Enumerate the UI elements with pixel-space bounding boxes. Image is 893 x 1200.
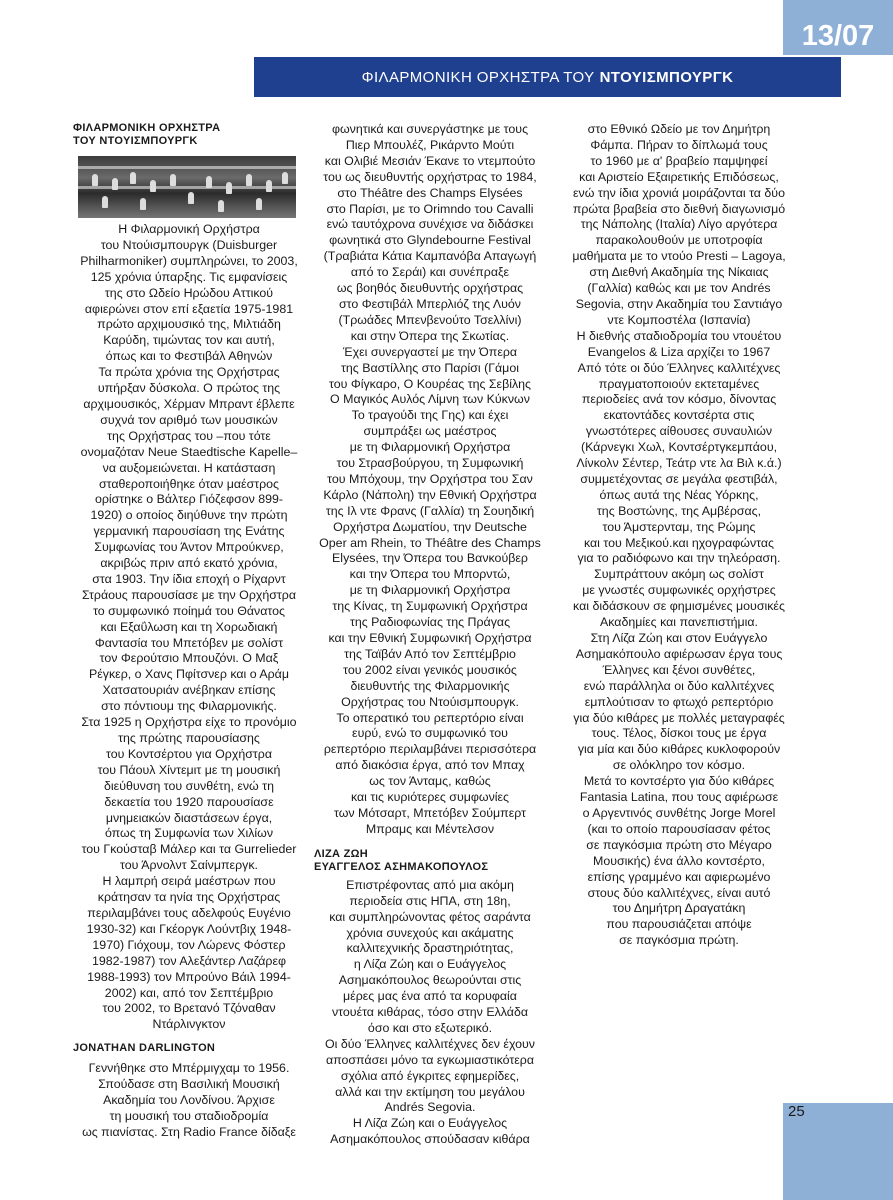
orchestra-photo [78, 156, 296, 218]
text-line: 1920) ο οποίος διηύθυνε την πρώτη [90, 508, 288, 523]
issue-tab [783, 0, 893, 55]
text-line: Συμπράττουν ακόμη ως σολίστ [594, 567, 764, 582]
text-line: μαθήματα με το ντούο Presti – Lagoya, [572, 249, 786, 264]
text-line: Μουσικής) ένα άλλο κοντσέρτο, [593, 853, 765, 868]
text-line: επίσης γραμμένο και αφιερωμένο [587, 869, 771, 884]
text-line: για το ραδιόφωνο και την τηλεόραση. [577, 551, 781, 566]
text-line: για μία και δύο κιθάρες κυκλοφορούν [577, 742, 781, 757]
text-line: που παρουσιάζεται απόψε [606, 917, 752, 932]
text-line: σε ολόκληρο τον κόσμο. [612, 758, 746, 773]
text-line: ενώ παράλληλα οι δύο καλλιτέχνες [583, 678, 775, 693]
text-line: (και το οποίο παρουσίασαν φέτος [587, 821, 771, 836]
text-line: της πρώτης παρουσίασης [118, 731, 260, 745]
text-line: φωνητικά και συνεργάστηκε με τους [331, 122, 529, 136]
orchestra-heading [73, 122, 305, 148]
text-line: Oper am Rhein, το Théâtre des Champs [319, 535, 541, 550]
text-line: Η διεθνής σταδιοδρομία του ντουέτου [576, 328, 782, 343]
text-line: Κάρλο (Νάπολη) την Εθνική Ορχήστρα [323, 487, 537, 502]
text-line: Οι δύο Έλληνες καλλιτέχνες δεν έχουν [325, 1036, 535, 1051]
text-line: Το οπερατικό του ρεπερτόριο είναι [336, 710, 524, 725]
text-line: σταθεροποιήθηκε όταν μαέστρος [98, 476, 280, 491]
text-line: ρεπερτόριο περιλαμβάνει περισσότερα [323, 742, 537, 757]
text-line: ως τον Άνταμς, καθώς [369, 774, 491, 789]
text-line: του Ντούισμπουργκ (Duisburger [100, 237, 278, 252]
text-line: Έχει συνεργαστεί με την Όπερα [342, 344, 518, 359]
text-line: ντε Κομποστέλα (Ισπανία) [607, 312, 751, 327]
text-line: Επιστρέφοντας από μια ακόμη [346, 877, 514, 892]
text-line: από διακόσια έργα, από τον Μπαχ [335, 758, 525, 773]
text-line: του Άμστερνταμ, της Ρώμης [602, 519, 756, 534]
text-line: Ντάρλινγκτον [152, 1017, 226, 1032]
text-line: και τις κυριότερες συμφωνίες [350, 790, 510, 805]
text-line: περιοδεία στις ΗΠΑ, στη 18η, [349, 893, 511, 908]
text-line: στο Théâtre des Champs Elysées [337, 185, 523, 200]
column-1 [73, 122, 305, 1141]
text-line: και του Μεξικού.και ηχογραφώντας [583, 535, 775, 550]
text-line: Ακαδημία του Λονδίνου. Άρχισε [103, 1093, 275, 1108]
text-line: 1970) Γιόχουμ, τον Λώρενς Φόστερ [92, 937, 286, 952]
text-line: φωνητικά στο Glyndebourne Festival [329, 233, 531, 248]
text-line: δεκαετία του 1920 παρουσίασε [104, 794, 274, 809]
text-line: 1930-32) και Γκέοργκ Λούντβιχ 1948- [86, 921, 292, 936]
text-line: Segovia, στην Ακαδημία του Σαντιάγο [575, 296, 783, 311]
text-line: στο πόντιουμ της Φιλαρμονικής. [101, 699, 277, 714]
text-line: Πιερ Μπουλέζ, Ρικάρντο Μούτι [345, 137, 515, 152]
text-line: Fantasia Latina, που τους αφιέρωσε [579, 790, 779, 805]
text-line: και την Εθνική Συμφωνική Ορχήστρα [328, 631, 532, 645]
text-line: αλλά και την εκτίμηση του μεγάλου [335, 1084, 525, 1099]
text-line: με τη Φιλαρμονική Ορχήστρα [349, 583, 511, 598]
text-line: με τη Φιλαρμονική Ορχήστρα [349, 440, 511, 455]
text-line: και συμπληρώνοντας φέτος σαράντα [329, 909, 531, 924]
text-line: Ρέγκερ, ο Χανς Πφίτσνερ και ο Αράμ [89, 667, 289, 682]
text-line: σχόλια από έγκριτες εφημερίδες, [340, 1068, 520, 1083]
orchestra-text [73, 222, 305, 1033]
text-line: Φαντασία του Μπετόβεν με σολίστ [94, 635, 284, 650]
text-line: του Φίγκαρο, Ο Κουρέας της Σεβίλης [328, 376, 532, 391]
text-line: στο Φεστιβάλ Μπερλιόζ της Λυόν [339, 296, 521, 311]
text-line: του Κοντσέρτου για Ορχήστρα [105, 746, 272, 761]
text-line: Philharmoniker) συμπληρώνει, το 2003, [80, 253, 298, 268]
text-line: περιοδείες ανά τον κόσμο, δίνοντας [581, 392, 777, 407]
text-line: (Τρωάδες Μπενβενούτο Τσελλίνι) [338, 312, 522, 327]
text-line: Από τότε οι δύο Έλληνες καλλιτέχνες [577, 360, 781, 375]
duo-text-continued [559, 122, 799, 949]
text-line: αρχιμουσικός, Χέρμαν Μπραντ έβλεπε [83, 396, 295, 411]
text-line: (Γαλλία) καθώς και με τον Andrés [587, 281, 771, 296]
text-line: Τα πρώτα χρόνια της Ορχήστρας [98, 365, 280, 380]
text-line: γερμανική παρουσίαση της Ενάτης [93, 524, 285, 539]
text-line: αποσπάσει μόνο τα εγκωμιαστικότερα [325, 1052, 535, 1067]
text-line: Χατσατουριάν ανέβηκαν επίσης [102, 683, 276, 698]
text-line: ντουέτα κιθάρας, τόσο στην Ελλάδα [331, 1005, 529, 1020]
text-line: ορίστηκε ο Βάλτερ Γιόζεφσον 899- [94, 492, 284, 507]
text-line: Στα 1925 η Ορχήστρα είχε το προνόμιο [81, 715, 297, 730]
text-line: Ακαδημίες και πανεπιστήμια. [600, 615, 758, 630]
text-line: Φάμπα. Πήραν το δίπλωμά τους [590, 137, 768, 152]
text-line: 125 χρόνια ύπαρξης. Τις εμφανίσεις [90, 269, 288, 284]
text-line: από το Σεράι) και συνέπραξε [350, 265, 510, 280]
text-line: Γεννήθηκε στο Μπέρμιγχαμ το 1956. [88, 1061, 290, 1076]
text-line: του ως διευθυντής ορχήστρας το 1984, [323, 169, 537, 184]
text-line: για δύο κιθάρες με πολλές μεταγραφές [573, 710, 785, 725]
text-line: του Γκούσταβ Μάλερ και τα Gurrelieder [81, 842, 297, 857]
text-line: Συμφωνίας του Άντον Μπρούκνερ, [94, 540, 284, 555]
text-line: με γνωστές συμφωνικές ορχήστρες [582, 583, 776, 598]
text-line: Στη Λίζα Ζώη και στον Ευάγγελο [590, 631, 768, 645]
text-line: Η Φιλαρμονική Ορχήστρα [118, 222, 260, 236]
text-line: όπως τη Συμφωνία των Χιλίων [104, 826, 274, 841]
text-line: Ασημακόπουλος θεωρούνται στις [338, 973, 522, 988]
text-line: πρώτα βραβεία στο διεθνή διαγωνισμό [572, 201, 786, 216]
text-line: όπως και το Φεστιβάλ Αθηνών [105, 349, 273, 364]
duo-heading-line-2: ΕΥΑΓΓΕΛΟΣ ΑΣΗΜΑΚΟΠΟΥΛΟΣ [314, 860, 489, 873]
text-line: εμπλούτισαν το φτωχό ρεπερτόριο [584, 694, 774, 709]
duo-heading-line-1: ΛΙΖΑ ΖΩΗ [314, 847, 368, 860]
column-3 [559, 122, 799, 949]
text-line: Andrés Segovia. [384, 1100, 476, 1115]
text-line: τη μουσική του σταδιοδρομία [109, 1108, 269, 1123]
text-line: Σπούδασε στη Βασιλική Μουσική [98, 1077, 280, 1092]
text-line: σε παγκόσμια πρώτη στο Μέγαρο [586, 837, 772, 852]
text-line: Ο Μαγικός Αυλός Λίμνη των Κύκνων [330, 392, 530, 407]
text-line: της Ραδιοφωνίας της Πράγας [349, 615, 511, 630]
text-line: στους δύο καλλιτέχνες, είναι αυτό [587, 885, 771, 900]
duo-text [314, 878, 546, 1148]
text-line: Η λαμπρή σειρά μαέστρων που [102, 874, 276, 889]
text-line: χρόνια συνεχούς και ακάματης [346, 925, 514, 940]
text-line: του Στρασβούργου, τη Συμφωνική [336, 456, 524, 471]
text-line: της Κίνας, τη Συμφωνική Ορχήστρα [332, 599, 528, 614]
text-line: και Αριστείο Εξαιρετικής Επιδόσεως, [579, 169, 779, 184]
text-line: 1982-1987) τον Αλεξάντερ Λαζάρεφ [91, 953, 286, 968]
text-line: Το τραγούδι της Γης) και έχει [351, 408, 509, 423]
text-line: στο Παρίσι, με το Orimndo του Cavalli [326, 201, 534, 216]
text-line: και Εξαΰλωση και τη Χορωδιακή [100, 619, 278, 634]
text-line: στη Διεθνή Ακαδημία της Νίκαιας [589, 265, 769, 280]
text-line: διεύθυνση του συνθέτη, ενώ τη [104, 778, 274, 793]
text-line: της Ιλ ντε Φρανς (Γαλλία) τη Σουηδική [325, 503, 535, 518]
text-line: ονομαζόταν Neue Staedtische Kapelle– [80, 444, 298, 459]
text-line: της στο Ωδείο Ηρώδου Αττικού [104, 285, 274, 300]
text-line: του 2002 είναι γενικός μουσικός [343, 662, 517, 677]
text-line: Καρύδη, τιμώντας τον και αυτή, [103, 333, 275, 348]
text-line: 2002) και, από τον Σεπτέμβριο [104, 985, 274, 1000]
text-line: και στην Όπερα της Σκωτίας. [350, 328, 510, 343]
text-line: να αυξομειώνεται. Η κατάσταση [102, 460, 276, 475]
text-line: (Τραβιάτα Κάτια Καμπανόβα Απαγωγή [323, 249, 537, 264]
text-line: των Μότσαρτ, Μπετόβεν Σούμπερτ [333, 805, 527, 820]
darlington-text [73, 1061, 305, 1141]
text-line: Ορχήστρας του Ντούισμπουργκ. [341, 694, 519, 709]
text-line: ο Αργεντινός συνθέτης Jorge Morel [582, 805, 776, 820]
text-line: ως βοηθός διευθυντής ορχήστρας [336, 281, 524, 296]
text-line: αφιερώνει στον επί εξαετία 1975-1981 [84, 301, 294, 316]
text-line: της Βαστίλλης στο Παρίσι (Γάμοι [341, 360, 519, 375]
text-line: της Νάπολης (Ιταλία) Λίγο αργότερα [580, 217, 778, 232]
text-line: τον Φερούτσιο Μπουζόνι. Ο Μαξ [99, 651, 279, 666]
text-line: Έλληνες και ξένοι συνθέτες, [602, 662, 756, 677]
text-line: Στράους παρουσίασε με την Ορχήστρα [81, 587, 297, 602]
text-line: περιλαμβάνει τους αδελφούς Ευγένιο [87, 905, 291, 920]
text-line: πρώτο αρχιμουσικό της, Μιλτιάδη [97, 317, 281, 332]
text-line: Evangelos & Liza αρχίζει το 1967 [587, 344, 771, 359]
section-banner [254, 57, 841, 97]
text-line: μέρες μας ένα από τα κορυφαία [343, 989, 517, 1004]
darlington-heading: JONATHAN DARLINGTON [73, 1042, 216, 1055]
text-line: του Πάουλ Χίντεμιτ με τη μουσική [97, 762, 281, 777]
text-line: της Βοστώνης, της Αμβέρσας, [596, 503, 762, 518]
text-line: και Ολιβιέ Μεσιάν Έκανε το ντεμπούτο [324, 153, 536, 168]
text-line: ενώ ταυτόχρονα συνέχισε να διδάσκει [326, 217, 534, 232]
text-line: το συμφωνικό ποίημά του Θάνατος [93, 603, 285, 618]
text-line: όπως αυτά της Νέας Υόρκης, [599, 487, 759, 502]
banner-title-bold: ΝΤΟΥΙΣΜΠΟΥΡΓΚ [599, 68, 734, 86]
text-line: σε παγκόσμια πρώτη. [619, 933, 739, 948]
text-line: εκατοντάδες κοντσέρτα στις [603, 408, 755, 423]
text-line: και την Όπερα του Μπορντώ, [349, 567, 511, 582]
text-line: της Ορχήστρας του –που τότε [107, 428, 271, 443]
text-line: παρακολουθούν με υποτροφία [595, 233, 763, 248]
darlington-text-continued [314, 122, 546, 838]
text-line: συμμετέχοντας σε μεγάλα φεστιβάλ, [580, 471, 778, 486]
column-2 [314, 122, 546, 1148]
text-line: ενώ την ίδια χρονιά μοιράζονται τα δύο [573, 185, 785, 200]
text-line: του Άρνολντ Σαίνμπεργκ. [120, 858, 258, 873]
text-line: διευθυντής της Φιλαρμονικής [350, 678, 510, 693]
text-line: κράτησαν τα ηνία της Ορχήστρας [97, 890, 281, 905]
text-line: Elysées, την Όπερα του Βανκούβερ [332, 551, 528, 566]
text-line: συχνά τον αριθμό των μουσικών [100, 412, 278, 427]
text-line: Η Λίζα Ζώη και ο Ευάγγελος [352, 1116, 508, 1131]
issue-number: 13/07 [801, 20, 875, 52]
text-line: στο Εθνικό Ωδείο με τον Δημήτρη [587, 122, 771, 136]
text-line: υπήρξαν δύσκολα. Ο πρώτος της [97, 381, 281, 396]
text-line: Ορχήστρα Δωματίου, την Deutsche [333, 519, 527, 534]
text-line: ευρύ, ενώ το συμφωνικό του [352, 726, 508, 741]
text-line: πραγματοποιούν εκτεταμένες [598, 376, 760, 391]
page-number: 25 [788, 1103, 805, 1120]
text-line: η Λίζα Ζώη και ο Ευάγγελος [353, 957, 507, 972]
text-line: Λίνκολν Σέντερ, Τεάτρ ντε λα Βιλ κ.ά.) [576, 456, 782, 471]
text-line: του Δημήτρη Δραγατάκη [612, 901, 746, 916]
duo-heading [314, 848, 546, 874]
text-line: ακριβώς πριν από εκατό χρόνια, [100, 556, 278, 571]
text-line: του 2002, το Βρετανό Τζόναθαν [102, 1001, 276, 1016]
text-line: του Μπόχουμ, την Ορχήστρα του Σαν [327, 471, 533, 486]
text-line: Μπραμς και Μέντελσον [365, 821, 495, 836]
text-line: καλλιτεχνικής δραστηριότητας, [346, 941, 514, 956]
text-line: της Ταϊβάν Από τον Σεπτέμβριο [344, 646, 516, 661]
text-line: τους. Τέλος, δίσκοι τους με έργα [591, 726, 767, 741]
text-line: Ασημακόπουλο αφιέρωσαν έργα τους [575, 646, 783, 661]
text-line: και διδάσκουν σε φημισμένες μουσικές [573, 599, 785, 614]
text-line: μνημειακών διαστάσεων έργα, [105, 810, 273, 825]
text-line: ως πιανίστας. Στη Radio France δίδαξε [82, 1124, 296, 1139]
text-line: το 1960 με α' βραβείο παμψηφεί [590, 153, 768, 168]
orchestra-heading-line-1: ΦΙΛΑΡΜΟΝΙΚΗ ΟΡΧΗΣΤΡΑ [73, 122, 221, 134]
text-line: 1988-1993) τον Μπρούνο Βάιλ 1994- [87, 969, 291, 984]
text-line: Μετά το κοντσέρτο για δύο κιθάρες [583, 774, 775, 789]
text-line: (Κάρνεγκι Χωλ, Κοντσέρτγκεμπάου, [580, 440, 778, 455]
text-line: Ασημακόπουλος σπούδασαν κιθάρα [330, 1132, 530, 1147]
orchestra-heading-line-2: ΤΟΥ ΝΤΟΥΙΣΜΠΟΥΡΓΚ [73, 135, 198, 147]
text-line: γνωστότερες αίθουσες συναυλιών [585, 424, 773, 439]
banner-title-regular: ΦΙΛΑΡΜΟΝΙΚΗ ΟΡΧΗΣΤΡΑ ΤΟΥ [361, 68, 595, 86]
text-line: συμπράξει ως μαέστρος [363, 424, 497, 439]
text-line: στα 1903. Την ίδια εποχή ο Ρίχαρντ [92, 571, 286, 586]
text-line: όσο και στο εξωτερικό. [367, 1020, 493, 1035]
